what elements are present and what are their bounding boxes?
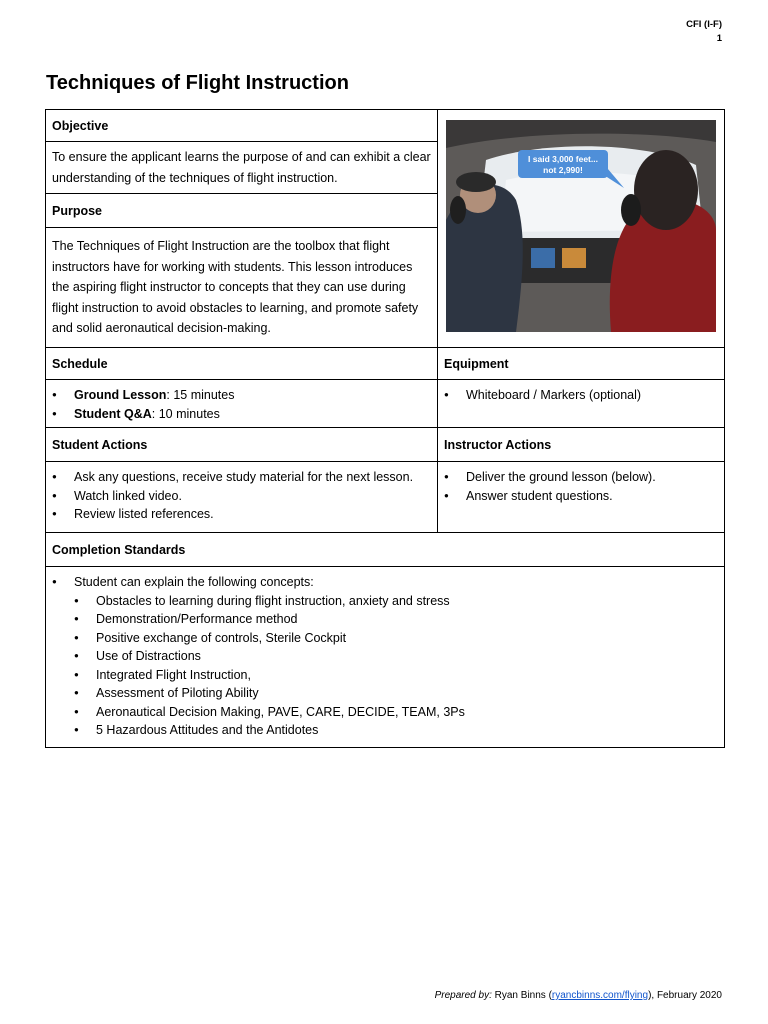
- list-item: ● Ground Lesson: 15 minutes: [74, 386, 431, 405]
- page-header: [686, 18, 722, 46]
- list-item: ● Aeronautical Decision Making, PAVE, CARE, DECIDE, TEAM, 3Ps: [96, 703, 718, 722]
- list-item: ● Obstacles to learning during flight instruction, anxiety and stress: [96, 592, 718, 611]
- page-number: 1: [716, 33, 722, 44]
- list-item: ● Student can explain the following concepts: ● Obstacles to learning during flight instruction, anxiety and stress ● Demonstration/Performance method ● Positive exchange of controls, Sterile Cockpit ● Use of Distractions ● Integrated Flight Instruction, ● Assessment of Piloting Ability ● Aeronautical Decision Making, PAVE, CARE, DECIDE, TEAM, 3Ps ● 5 Hazardous Attitudes and the Antidotes: [74, 573, 718, 740]
- schedule-list: [52, 386, 431, 423]
- equipment-cell: [438, 380, 725, 428]
- speech-bubble-line-2: not 2,990!: [543, 165, 583, 175]
- list-item: ● Watch linked video.: [74, 487, 431, 506]
- objective-label: Objective: [46, 110, 438, 142]
- list-item: ● Assessment of Piloting Ability: [96, 684, 718, 703]
- completion-standards-cell: [46, 567, 725, 748]
- list-item: ● 5 Hazardous Attitudes and the Antidotes: [96, 721, 718, 740]
- speech-bubble-line-1: I said 3,000 feet...: [528, 154, 598, 164]
- instructor-actions-cell: [438, 462, 725, 533]
- list-item: ● Use of Distractions: [96, 647, 718, 666]
- student-actions-cell: [46, 462, 438, 533]
- cockpit-photo: [446, 120, 716, 332]
- list-item: ● Positive exchange of controls, Sterile Cockpit: [96, 629, 718, 648]
- photo-cell: [438, 110, 725, 348]
- lesson-table: [45, 109, 725, 748]
- prepared-by-label: Prepared by:: [434, 990, 492, 1001]
- equipment-label: Equipment: [438, 348, 725, 380]
- concepts-list: [74, 592, 718, 740]
- objective-text: To ensure the applicant learns the purpose of and can exhibit a clear understanding of the techniques of flight instruction.: [46, 142, 438, 194]
- list-item: ● Ask any questions, receive study material for the next lesson.: [74, 468, 431, 487]
- document-code: CFI (I-F): [686, 19, 722, 30]
- author-name: Ryan Binns (: [491, 990, 552, 1001]
- list-item: ● Review listed references.: [74, 505, 431, 524]
- list-item: ● Integrated Flight Instruction,: [96, 666, 718, 685]
- purpose-label: Purpose: [46, 194, 438, 228]
- list-item: ● Answer student questions.: [466, 487, 718, 506]
- list-item: ● Student Q&A: 10 minutes: [74, 405, 431, 424]
- completion-standards-label: Completion Standards: [46, 533, 725, 567]
- footer-date: ), February 2020: [648, 990, 722, 1001]
- completion-standards-list: [52, 573, 718, 740]
- list-item: ● Whiteboard / Markers (optional): [466, 386, 718, 405]
- list-item: ● Demonstration/Performance method: [96, 610, 718, 629]
- instructor-actions-label: Instructor Actions: [438, 428, 725, 462]
- instructor-actions-list: [444, 468, 718, 505]
- purpose-text: The Techniques of Flight Instruction are the toolbox that flight instructors have for working with students. This lesson introduces the aspiring flight instructor to concepts that they can use during flight instruction to avoid obstacles to learning, and promote safety and solid aeronautical decision-making.: [46, 228, 438, 348]
- website-link[interactable]: ryancbinns.com/flying: [551, 990, 649, 1001]
- list-item: ● Deliver the ground lesson (below).: [466, 468, 718, 487]
- student-actions-label: Student Actions: [46, 428, 438, 462]
- schedule-cell: [46, 380, 438, 428]
- equipment-list: [444, 386, 718, 405]
- student-actions-list: [52, 468, 431, 524]
- page-footer: [435, 990, 722, 1001]
- page-title: Techniques of Flight Instruction: [46, 72, 349, 94]
- schedule-label: Schedule: [46, 348, 438, 380]
